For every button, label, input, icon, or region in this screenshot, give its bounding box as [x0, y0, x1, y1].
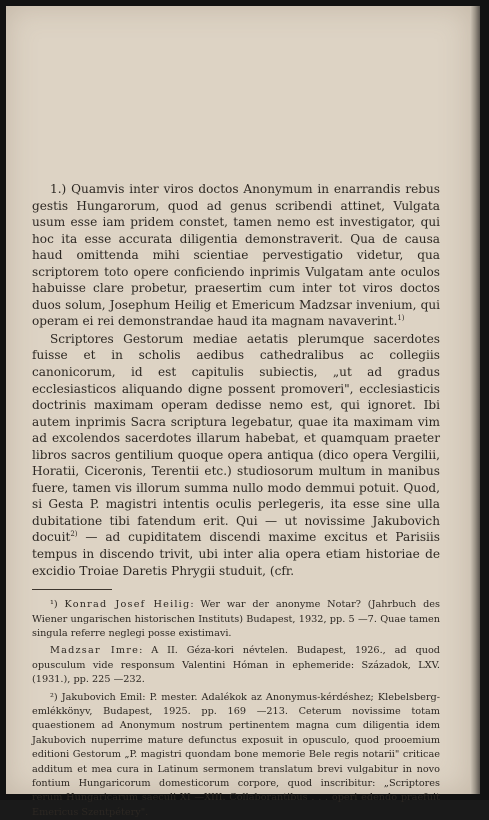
footnote-1-author: Konrad Josef Heilig [64, 599, 191, 611]
paragraph-2-text-a: Scriptores Gestorum mediae aetatis plerumque sacerdotes fuisse et in scholis aedibus cathedralibus ac collegiis canonicorum, id est capitulis subiectis, „ut ad gradus ecclesiasticos aliquando digne possent promoveri", ecclesiasticis doctrinis maximam operam dedisse nemo est, qui ignoret. Ibi autem inprimis Sacra scriptura legebatur, quae ita maximam vim ad excolendos sacerdotes illarum habebat, et quamquam praeter libros sacros gentilium quoque opera antiqua (dico opera Vergilii, Horatii, Ciceronis, Terentii etc.) studiosorum multum in manibus fuere, tamen vis illorum summa nullo modo demmui potuit. Quod, si Gesta P. magistri intentis oculis perlegeris, ita esse sine ulla dubitatione tibi fatendum erit. Qui — ut novissime Jakubovich docuit [32, 331, 440, 545]
footnote-1-mark: ¹) [50, 599, 58, 611]
footnote-1-text: : Wer war der anonyme Notar? (Jahrbuch des Wiener ungarischen historischen Instituts) Budapest, 1932, pp. 5 —7. Quae tamen singula referre neglegi posse existimavi. [32, 599, 440, 639]
paragraph-2-text-b: — ad cupiditatem discendi maxime excitus et Parisiis tempus in discendo trivit, ubi inter alia opera etiam historiae de excidio Troiae Daretis Phrygii studuit, (cfr. [32, 530, 440, 578]
footnote-1 [32, 598, 440, 641]
footnote-divider [32, 589, 112, 590]
paragraph-1-text: 1.) Quamvis inter viros doctos Anonymum in enarrandis rebus gestis Hungarorum, quod ad genus scribendi attinet, Vulgata usum esse iam pridem constet, tamen nemo est investigator, qui hoc ita esse accurata diligentia demonstraverit. Qua de causa haud omittenda mihi scientiae pervestigatio videtur, qua scriptorem toto opere conficiendo inprimis Vulgatam ante oculos habuisse clare probetur, praesertim cum inter tot viros doctos duos solum, Josephum Heilig et Emericum Madzsar invenium, qui operam ei rei demonstrandae haud ita magnam navaverint. [32, 182, 440, 329]
footnote-2-author: Madzsar Imre [50, 645, 140, 657]
footnote-ref-2: 2) [70, 530, 78, 539]
footnote-2-text: : A II. Géza-kori névtelen. Budapest, 1926., ad quod opusculum vide responsum Valentini Hóman in ephemeride: Századok, LXV. (1931.), pp. 225 —232. [32, 645, 441, 686]
footnote-2 [32, 691, 440, 820]
footnote-3-mark: ²) [50, 691, 58, 703]
body-paragraph-2 [32, 331, 440, 579]
body-paragraph-1 [32, 181, 440, 330]
page-text [32, 181, 440, 820]
footnote-ref-1: 1) [397, 314, 405, 323]
footnote-3-text: Jakubovich Emil: P. mester. Adalékok az Anonymus-kérdéshez; Klebelsberg-emlékkönyv, Budapest, 1925. pp. 169 —213. Ceterum novissime totam quaestionem ad Anonymum nostrum pertinentem magna cum diligentia idem Jakubovich nuperrime mature defunctus exposuit in opusculo, quod prooemium editioni Gestorum „P. magistri quondam bone memorie Bele regis notarii" criticae additum et mea cura in Latinum sermonem translatum brevi vulgabitur in novo fontium Hungaricorum domesticorum corpore, quod inscribitur: „Scriptores rerum Hungaricarum saeculi XI —XIII. Collaborantibus . . . operi edendo praefuit Emericus Szentpétery". [32, 691, 440, 818]
footnote-1-continued [32, 644, 440, 687]
page-edge [470, 6, 480, 794]
